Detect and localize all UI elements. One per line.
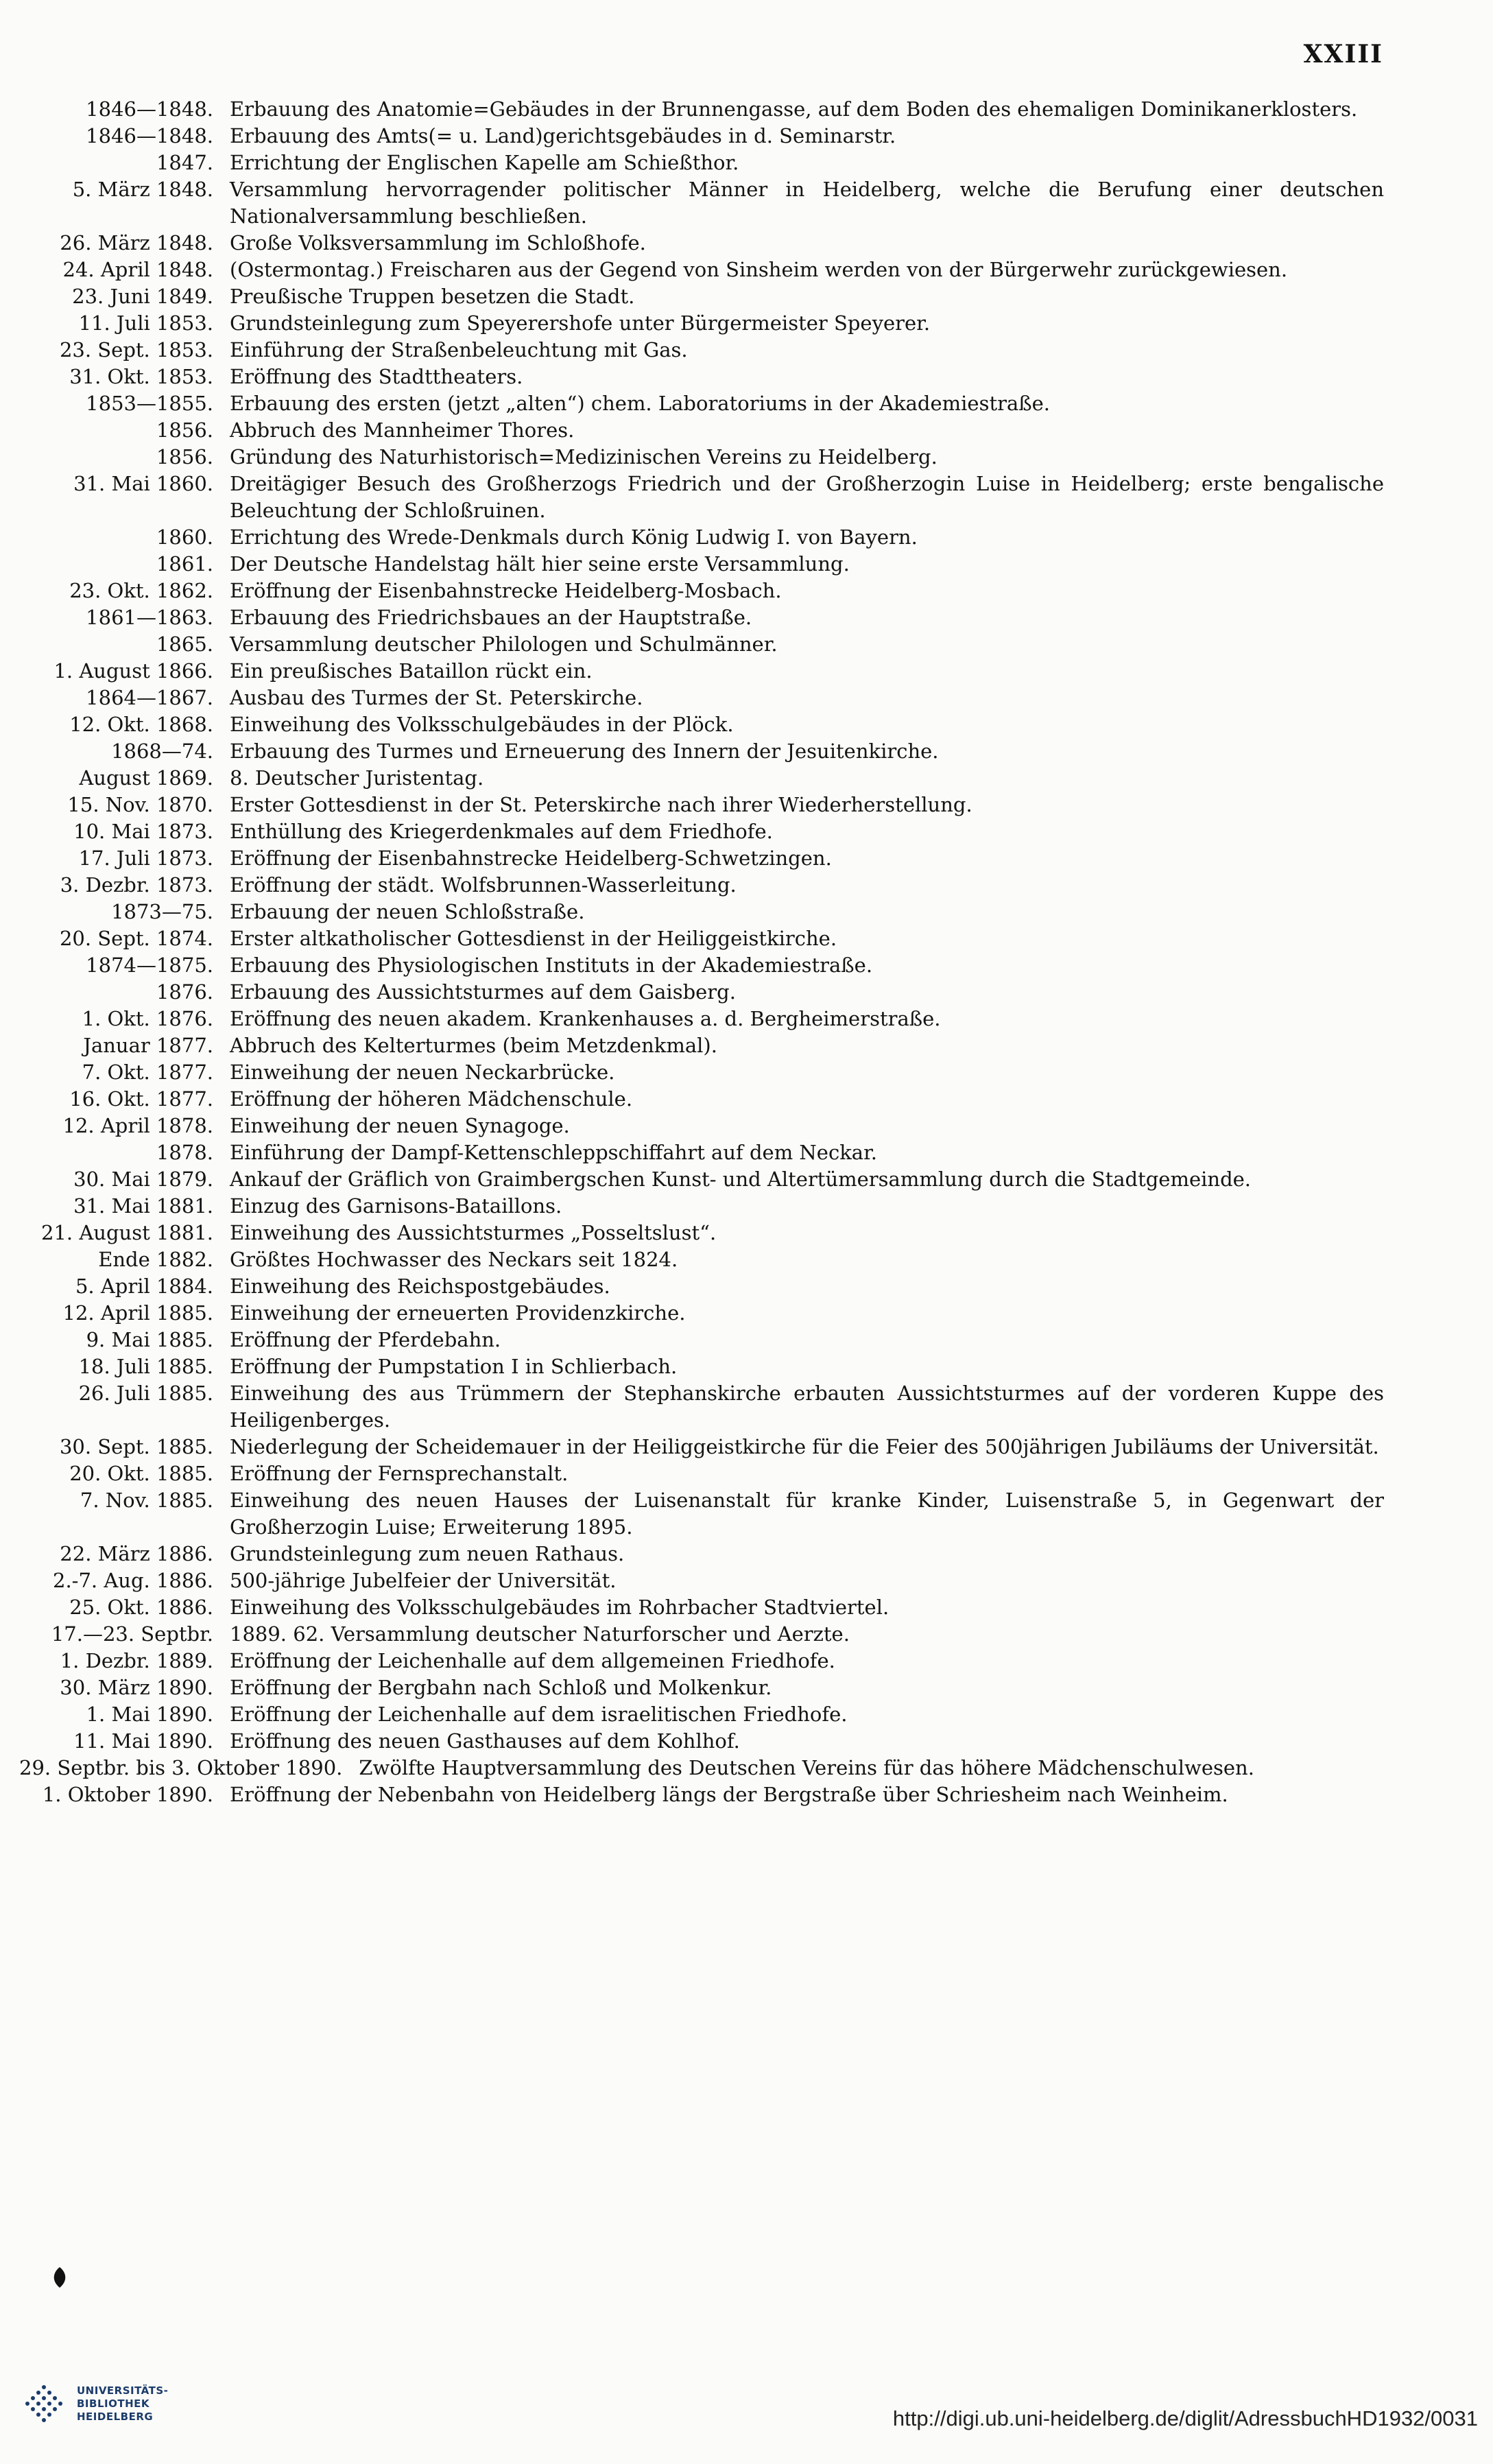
entry-date: 24. April 1848.	[62, 258, 213, 281]
entry-date: 18. Juli 1885.	[78, 1355, 213, 1378]
chronology-entry	[19, 1674, 1384, 1701]
chronology-entry	[19, 1541, 1384, 1567]
entry-date: 12. Okt. 1868.	[69, 713, 213, 736]
entry-date: 10. Mai 1873.	[73, 820, 213, 843]
entry-text: 1889. 62. Versammlung deutscher Naturforscher und Aerzte.	[230, 1622, 850, 1646]
chronology-entry	[19, 631, 1384, 658]
entry-date: 1. August 1866.	[53, 659, 213, 683]
entry-text: Einweihung des Volksschulgebäudes im Rohrbacher Stadtviertel.	[230, 1596, 889, 1619]
source-url-link[interactable]: http://digi.ub.uni-heidelberg.de/diglit/AdressbuchHD1932/0031	[892, 2406, 1478, 2430]
entry-text: Ausbau des Turmes der St. Peterskirche.	[230, 686, 643, 709]
entry-text: Abbruch des Kelterturmes (beim Metzdenkmal).	[230, 1034, 717, 1057]
chronology-entry	[19, 1246, 1384, 1273]
chronology-entry	[19, 792, 1384, 818]
entry-text: Versammlung deutscher Philologen und Schulmänner.	[230, 632, 778, 656]
entry-date: 1861.	[156, 552, 213, 576]
entry-text: Zwölfte Hauptversammlung des Deutschen Vereins für das höhere Mädchenschulwesen.	[359, 1756, 1254, 1779]
chronology-entry	[19, 1273, 1384, 1300]
entry-text: Einführung der Dampf-Kettenschleppschiffahrt auf dem Neckar.	[230, 1141, 877, 1164]
entry-date: 1. Mai 1890.	[86, 1703, 213, 1726]
entry-text: Einweihung der erneuerten Providenzkirche.	[230, 1301, 686, 1325]
entry-date: 1853—1855.	[86, 392, 213, 415]
entry-date: 1860.	[156, 525, 213, 549]
chronology-entry	[19, 230, 1384, 257]
leaf-ornament-icon	[49, 2266, 70, 2289]
entry-text: Erbauung des Physiologischen Instituts in der Akademiestraße.	[230, 953, 873, 977]
chronology-entry	[19, 738, 1384, 765]
chronology-entry	[19, 1353, 1384, 1380]
entry-date: 20. Sept. 1874.	[59, 927, 213, 950]
entry-text: Niederlegung der Scheidemauer in der Heiliggeistkirche für die Feier des 500jährigen Jubiläums der Universität.	[230, 1435, 1379, 1458]
entry-text: Erbauung der neuen Schloßstraße.	[230, 900, 585, 923]
chronology-entry	[19, 1755, 1384, 1781]
entry-date: 1865.	[156, 632, 213, 656]
chronology-entry	[19, 604, 1384, 631]
entry-text: Erbauung des Aussichtsturmes auf dem Gaisberg.	[230, 980, 736, 1004]
chronology-entry	[19, 417, 1384, 444]
chronology-entry	[19, 1621, 1384, 1648]
entry-date: 23. Juni 1849.	[72, 285, 213, 308]
entry-date: 30. Sept. 1885.	[59, 1435, 213, 1458]
chronology-entry	[19, 1434, 1384, 1460]
chronology-entry	[19, 1567, 1384, 1594]
entry-date: 1846—1848.	[86, 97, 213, 121]
entry-text: Erbauung des Anatomie=Gebäudes in der Brunnengasse, auf dem Boden des ehemaligen Dominikanerklosters.	[230, 97, 1358, 121]
entry-text: Eröffnung der Nebenbahn von Heidelberg längs der Bergstraße über Schriesheim nach Weinheim.	[230, 1783, 1228, 1806]
chronology-entry	[19, 123, 1384, 150]
entry-text: Eröffnung der Pferdebahn.	[230, 1328, 501, 1351]
page-number: XXIII	[1303, 40, 1383, 69]
entry-text: Abbruch des Mannheimer Thores.	[230, 418, 575, 442]
chronology-entry	[19, 337, 1384, 364]
chronology-entry	[19, 925, 1384, 952]
chronology-entry	[19, 310, 1384, 337]
entry-text: Errichtung der Englischen Kapelle am Schießthor.	[230, 151, 739, 174]
entry-date: August 1869.	[79, 766, 213, 790]
entry-date: 1878.	[156, 1141, 213, 1164]
entry-text: Eröffnung der Eisenbahnstrecke Heidelberg-Schwetzingen.	[230, 846, 832, 870]
chronology-entry	[19, 872, 1384, 899]
library-logo-icon	[19, 2379, 69, 2428]
entry-date: 26. Juli 1885.	[78, 1382, 213, 1405]
chronology-entry	[19, 1032, 1384, 1059]
logo-line-3: HEIDELBERG	[77, 2410, 154, 2423]
chronology-entry	[19, 952, 1384, 979]
entry-date: 12. April 1878.	[62, 1114, 213, 1137]
entry-text: Größtes Hochwasser des Neckars seit 1824.	[230, 1248, 678, 1271]
chronology-entry	[19, 524, 1384, 551]
chronology-entry	[19, 1728, 1384, 1755]
chronology-entry	[19, 711, 1384, 738]
entry-text: Einweihung des aus Trümmern der Stephanskirche erbauten Aussichtsturmes auf der vorderen Kuppe des Heiligenberges.	[230, 1382, 1384, 1432]
entry-text: Erbauung des Amts(= u. Land)gerichtsgebäudes in d. Seminarstr.	[230, 124, 896, 147]
entry-date: 26. März 1848.	[60, 231, 213, 254]
entry-text: Einweihung des neuen Hauses der Luisenanstalt für kranke Kinder, Luisenstraße 5, in Gegenwart der Großherzogin Luise; Erweiterung 1895.	[230, 1489, 1384, 1539]
chronology-list	[19, 96, 1384, 1808]
chronology-entry	[19, 96, 1384, 123]
entry-date: 5. März 1848.	[72, 178, 213, 201]
entry-date: 17.—23. Septbr.	[51, 1622, 213, 1646]
entry-text: Ankauf der Gräflich von Graimbergschen Kunst- und Altertümersammlung durch die Stadtgemeinde.	[230, 1168, 1252, 1191]
entry-date: 1. Okt. 1876.	[82, 1007, 213, 1030]
chronology-entry	[19, 1166, 1384, 1193]
chronology-entry	[19, 1781, 1384, 1808]
chronology-entry	[19, 283, 1384, 310]
entry-date: 16. Okt. 1877.	[69, 1087, 213, 1111]
chronology-entry	[19, 1139, 1384, 1166]
chronology-entry	[19, 1327, 1384, 1353]
entry-date: 1873—75.	[111, 900, 213, 923]
entry-text: Enthüllung des Kriegerdenkmales auf dem Friedhofe.	[230, 820, 773, 843]
chronology-entry	[19, 765, 1384, 792]
entry-text: Eröffnung der Leichenhalle auf dem israelitischen Friedhofe.	[230, 1703, 848, 1726]
chronology-entry	[19, 658, 1384, 685]
chronology-entry	[19, 1648, 1384, 1674]
entry-text: Eröffnung der Bergbahn nach Schloß und Molkenkur.	[230, 1676, 772, 1699]
entry-text: Preußische Truppen besetzen die Stadt.	[230, 285, 635, 308]
chronology-entry	[19, 1594, 1384, 1621]
entry-date: 23. Okt. 1862.	[69, 579, 213, 602]
entry-text: Eröffnung der Pumpstation I in Schlierbach.	[230, 1355, 678, 1378]
entry-text: Eröffnung der Fernsprechanstalt.	[230, 1462, 569, 1485]
entry-date: Ende 1882.	[98, 1248, 213, 1271]
entry-date: 1874—1875.	[86, 953, 213, 977]
entry-text: Einweihung des Aussichtsturmes „Posseltslust“.	[230, 1221, 717, 1244]
chronology-entry	[19, 1006, 1384, 1032]
entry-date: 1868—74.	[111, 739, 213, 763]
logo-line-1: UNIVERSITÄTS-	[77, 2384, 169, 2397]
entry-date: 5. April 1884.	[75, 1275, 213, 1298]
chronology-entry	[19, 685, 1384, 711]
entry-date: 31. Mai 1860.	[73, 472, 213, 495]
entry-date: 1856.	[156, 445, 213, 469]
entry-date: 25. Okt. 1886.	[69, 1596, 213, 1619]
entry-text: Eröffnung der höheren Mädchenschule.	[230, 1087, 633, 1111]
entry-date: 11. Juli 1853.	[78, 311, 213, 335]
chronology-entry	[19, 1193, 1384, 1220]
library-logo	[19, 2379, 168, 2428]
entry-date: 29. Septbr. bis 3. Oktober 1890.	[19, 1756, 343, 1779]
logo-line-2: BIBLIOTHEK	[77, 2397, 150, 2410]
chronology-entry	[19, 1701, 1384, 1728]
entry-date: 30. März 1890.	[60, 1676, 213, 1699]
entry-date: 1847.	[156, 151, 213, 174]
entry-text: Einweihung des Volksschulgebäudes in der Plöck.	[230, 713, 734, 736]
chronology-entry	[19, 1220, 1384, 1246]
entry-text: Einweihung der neuen Neckarbrücke.	[230, 1061, 615, 1084]
entry-date: 1846—1848.	[86, 124, 213, 147]
entry-text: Grundsteinlegung zum Speyerershofe unter Bürgermeister Speyerer.	[230, 311, 931, 335]
entry-date: 31. Mai 1881.	[73, 1194, 213, 1218]
entry-date: 1. Oktober 1890.	[42, 1783, 213, 1806]
chronology-entry	[19, 1380, 1384, 1434]
entry-date: 15. Nov. 1870.	[67, 793, 213, 816]
entry-date: Januar 1877.	[83, 1034, 213, 1057]
entry-text: Erster Gottesdienst in der St. Peterskirche nach ihrer Wiederherstellung.	[230, 793, 972, 816]
entry-date: 1861—1863.	[86, 606, 213, 629]
entry-text: 500-jährige Jubelfeier der Universität.	[230, 1569, 617, 1592]
entry-text: Grundsteinlegung zum neuen Rathaus.	[230, 1542, 625, 1565]
chronology-entry	[19, 1086, 1384, 1113]
entry-text: Der Deutsche Handelstag hält hier seine erste Versammlung.	[230, 552, 850, 576]
entry-date: 1876.	[156, 980, 213, 1004]
entry-text: Ein preußisches Bataillon rückt ein.	[230, 659, 593, 683]
entry-text: Einführung der Straßenbeleuchtung mit Gas.	[230, 338, 688, 362]
entry-text: Eröffnung der Leichenhalle auf dem allgemeinen Friedhofe.	[230, 1649, 835, 1672]
entry-date: 23. Sept. 1853.	[59, 338, 213, 362]
entry-text: Eröffnung der Eisenbahnstrecke Heidelberg-Mosbach.	[230, 579, 782, 602]
entry-text: Erbauung des ersten (jetzt „alten“) chem. Laboratoriums in der Akademiestraße.	[230, 392, 1051, 415]
chronology-entry	[19, 471, 1384, 524]
entry-text: Eröffnung des Stadttheaters.	[230, 365, 523, 388]
entry-date: 17. Juli 1873.	[78, 846, 213, 870]
chronology-entry	[19, 444, 1384, 471]
chronology-entry	[19, 150, 1384, 176]
chronology-entry	[19, 1300, 1384, 1327]
entry-text: Gründung des Naturhistorisch=Medizinischen Vereins zu Heidelberg.	[230, 445, 937, 469]
entry-text: Versammlung hervorragender politischer Männer in Heidelberg, welche die Berufung einer deutschen Nationalversammlung beschließen.	[230, 178, 1384, 228]
entry-date: 9. Mai 1885.	[86, 1328, 213, 1351]
chronology-entry	[19, 818, 1384, 845]
entry-date: 31. Okt. 1853.	[69, 365, 213, 388]
entry-date: 1864—1867.	[86, 686, 213, 709]
entry-date: 2.-7. Aug. 1886.	[53, 1569, 213, 1592]
entry-date: 12. April 1885.	[62, 1301, 213, 1325]
chronology-entry	[19, 176, 1384, 230]
entry-text: Erbauung des Turmes und Erneuerung des Innern der Jesuitenkirche.	[230, 739, 939, 763]
entry-text: Eröffnung der städt. Wolfsbrunnen-Wasserleitung.	[230, 873, 737, 897]
chronology-entry	[19, 899, 1384, 925]
entry-text: 8. Deutscher Juristentag.	[230, 766, 484, 790]
entry-date: 3. Dezbr. 1873.	[60, 873, 213, 897]
entry-text: Dreitägiger Besuch des Großherzogs Friedrich und der Großherzogin Luise in Heidelberg; erste bengalische Beleuchtung der Schloßruinen.	[230, 472, 1384, 522]
chronology-entry	[19, 364, 1384, 390]
entry-date: 11. Mai 1890.	[73, 1729, 213, 1753]
chronology-entry	[19, 551, 1384, 578]
entry-text: Einweihung des Reichspostgebäudes.	[230, 1275, 610, 1298]
entry-text: Einzug des Garnisons-Bataillons.	[230, 1194, 562, 1218]
chronology-entry	[19, 390, 1384, 417]
entry-date: 1. Dezbr. 1889.	[60, 1649, 213, 1672]
chronology-entry	[19, 1059, 1384, 1086]
entry-text: Erster altkatholischer Gottesdienst in der Heiliggeistkirche.	[230, 927, 837, 950]
chronology-entry	[19, 979, 1384, 1006]
chronology-entry	[19, 578, 1384, 604]
entry-date: 21. August 1881.	[41, 1221, 213, 1244]
chronology-entry	[19, 845, 1384, 872]
entry-text: (Ostermontag.) Freischaren aus der Gegend von Sinsheim werden von der Bürgerwehr zurückgewiesen.	[230, 258, 1288, 281]
entry-text: Große Volksversammlung im Schloßhofe.	[230, 231, 646, 254]
entry-text: Erbauung des Friedrichsbaues an der Hauptstraße.	[230, 606, 752, 629]
entry-date: 30. Mai 1879.	[73, 1168, 213, 1191]
entry-text: Eröffnung des neuen Gasthauses auf dem Kohlhof.	[230, 1729, 740, 1753]
chronology-entry	[19, 1487, 1384, 1541]
entry-date: 7. Nov. 1885.	[80, 1489, 213, 1512]
entry-text: Errichtung des Wrede-Denkmals durch König Ludwig I. von Bayern.	[230, 525, 918, 549]
chronology-entry	[19, 1460, 1384, 1487]
entry-text: Eröffnung des neuen akadem. Krankenhauses a. d. Bergheimerstraße.	[230, 1007, 941, 1030]
chronology-entry	[19, 1113, 1384, 1139]
chronology-entry	[19, 257, 1384, 283]
entry-date: 20. Okt. 1885.	[69, 1462, 213, 1485]
entry-text: Einweihung der neuen Synagoge.	[230, 1114, 570, 1137]
entry-date: 1856.	[156, 418, 213, 442]
entry-date: 7. Okt. 1877.	[82, 1061, 213, 1084]
entry-date: 22. März 1886.	[60, 1542, 213, 1565]
